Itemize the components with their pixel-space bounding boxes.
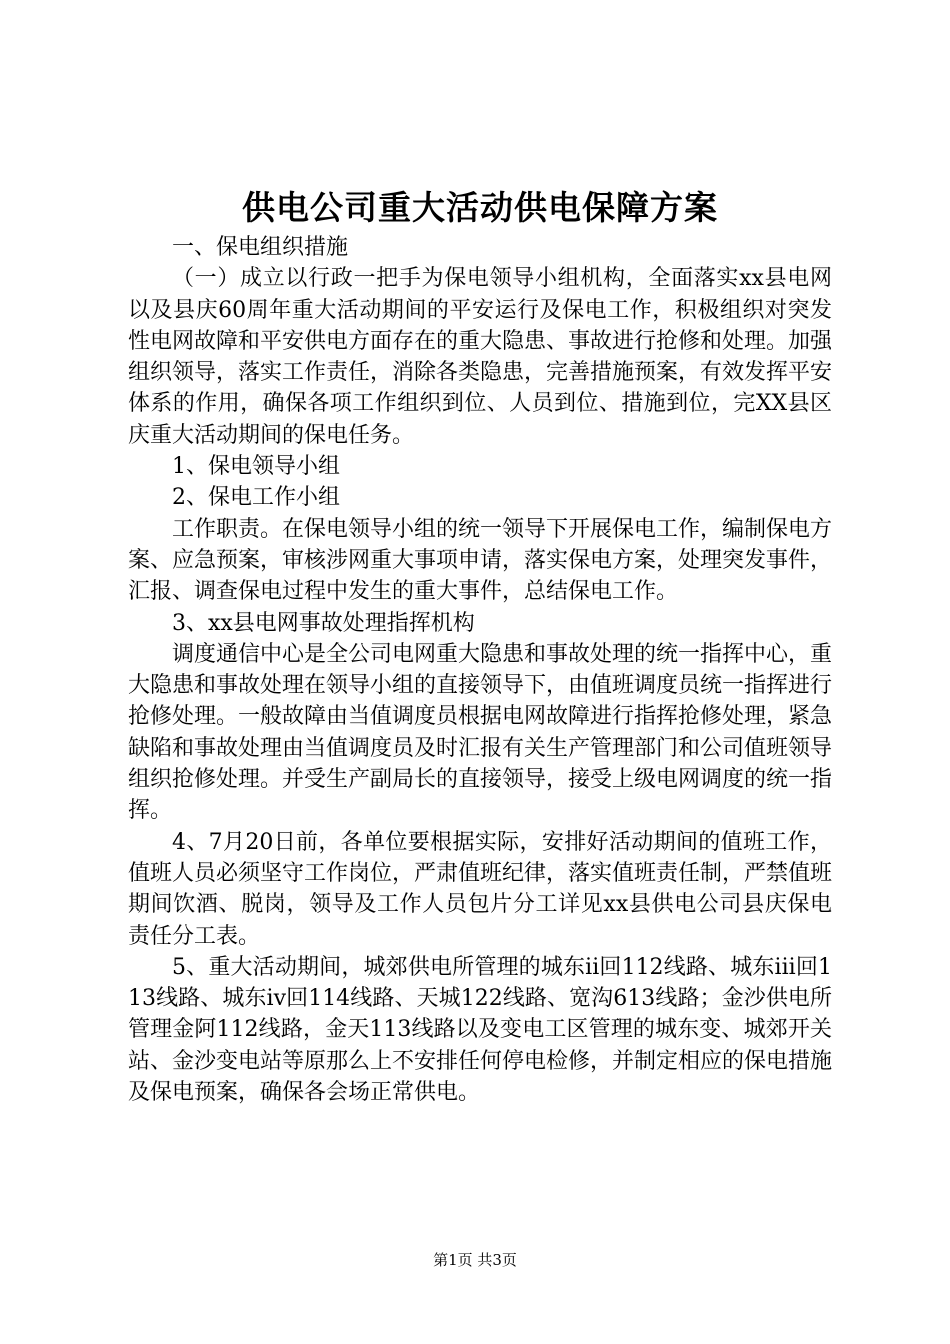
- list-item: 1、保电领导小组: [172, 454, 340, 480]
- document-page: [128, 186, 832, 1108]
- body-paragraph: 调度通信中心是全公司电网重大隐患和事故处理的统一指挥中心，重大隐患和事故处理在领导小组的直接领导下，由值班调度员统一指挥进行抢修处理。一般故障由当值调度员根据电网故障进行指挥抢修处理，紧急缺陷和事故处理由当值调度员及时汇报有关生产管理部门和公司值班领导组织抢修处理。并受生产副局长的直接领导，接受上级电网调度的统一指挥。: [128, 641, 833, 824]
- body-paragraph: 5、重大活动期间，城郊供电所管理的城东ii回112线路、城东iii回113线路、城东iv回114线路、天城122线路、宽沟613线路；金沙供电所管理金阿112线路，金天113线路以及变电工区管理的城东变、城郊开关站、金沙变电站等原那么上不安排任何停电检修，并制定相应的保电措施及保电预案，确保各会场正常供电。: [128, 954, 833, 1106]
- document-title: 供电公司重大活动供电保障方案: [242, 188, 718, 227]
- body-paragraph: （一）成立以行政一把手为保电领导小组机构，全面落实xx县电网以及县庆60周年重大活动期间的平安运行及保电工作，积极组织对突发性电网故障和平安供电方面存在的重大隐患、事故进行抢修和处理。加强组织领导，落实工作责任，消除各类隐患，完善措施预案，有效发挥平安体系的作用，确保各项工作组织到位、人员到位、措施到位，完XX县区庆重大活动期间的保电任务。: [128, 266, 833, 448]
- section-heading: 一、保电组织措施: [172, 235, 349, 260]
- page-number-footer: 第1页 共3页: [433, 1251, 517, 1269]
- body-paragraph: 4、7月20日前，各单位要根据实际，安排好活动期间的值班工作，值班人员必须坚守工作岗位，严肃值班纪律，落实值班责任制，严禁值班期间饮酒、脱岗，领导及工作人员包片分工详见xx县供电公司县庆保电责任分工表。: [128, 829, 833, 949]
- body-paragraph: 工作职责。在保电领导小组的统一领导下开展保电工作，编制保电方案、应急预案，审核涉网重大事项申请，落实保电方案，处理突发事件，汇报、调查保电过程中发生的重大事件，总结保电工作。: [128, 516, 833, 605]
- list-item: 2、保电工作小组: [172, 485, 340, 511]
- list-item: 3、xx县电网事故处理指挥机构: [172, 610, 475, 636]
